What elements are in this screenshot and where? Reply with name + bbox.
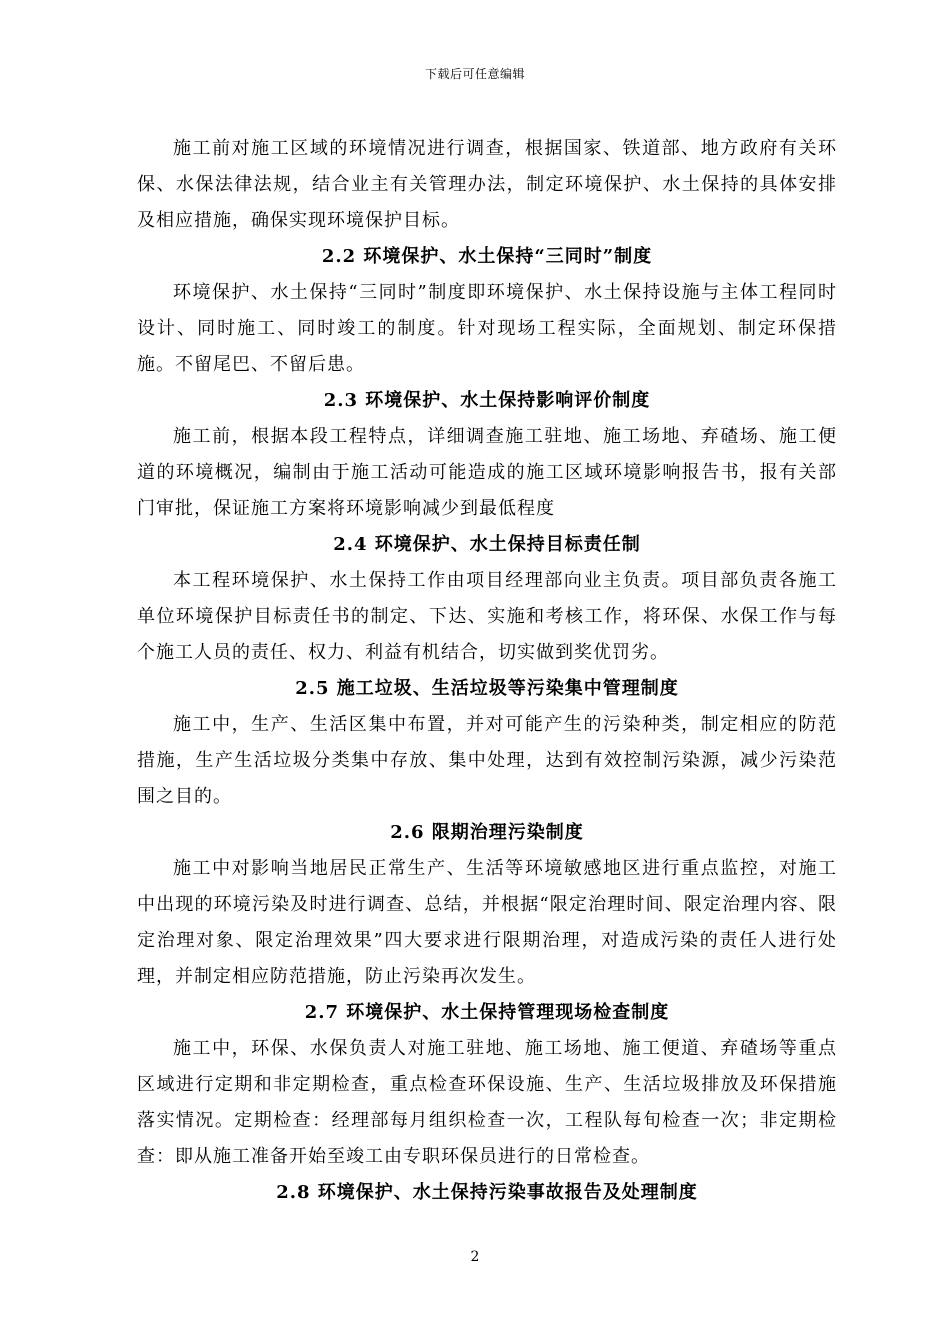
header-note: 下载后可任意编辑: [424, 67, 525, 81]
section-heading-2-2: 2.2 环境保护、水土保持“三同时”制度: [321, 246, 653, 267]
section-heading-2-8: 2.8 环境保护、水土保持污染事故报告及处理制度: [276, 1182, 698, 1203]
section-heading-2-4: 2.4 环境保护、水土保持目标责任制: [333, 534, 641, 555]
page-number: 2: [470, 1249, 480, 1265]
section-heading-2-5: 2.5 施工垃圾、生活垃圾等污染集中管理制度: [295, 678, 679, 699]
section-heading-2-6: 2.6 限期治理污染制度: [390, 822, 584, 843]
intro-paragraph: 施工前对施工区域的环境情况进行调查，根据国家、铁道部、地方政府有关环保、水保法律法规，结合业主有关管理办法，制定环境保护、水土保持的具体安排及相应措施，确保实现环境保护目标。: [137, 138, 837, 231]
section-paragraph-2-2: 环境保护、水土保持“三同时”制度即环境保护、水土保持设施与主体工程同时设计、同时施工、同时竣工的制度。针对现场工程实际，全面规划、制定环保措施。不留尾巴、不留后患。: [137, 282, 837, 375]
section-paragraph-2-4: 本工程环境保护、水土保持工作由项目经理部向业主负责。项目部负责各施工单位环境保护目标责任书的制定、下达、实施和考核工作，将环保、水保工作与每个施工人员的责任、权力、利益有机结合，切实做到奖优罚劣。: [137, 570, 837, 663]
section-paragraph-2-6: 施工中对影响当地居民正常生产、生活等环境敏感地区进行重点监控，对施工中出现的环境污染及时进行调查、总结，并根据“限定治理时间、限定治理内容、限定治理对象、限定治理效果”四大要求进行限期治理，对造成污染的责任人进行处理，并制定相应防范措施，防止污染再次发生。: [137, 858, 837, 987]
section-heading-2-3: 2.3 环境保护、水土保持影响评价制度: [323, 390, 651, 411]
section-paragraph-2-3: 施工前，根据本段工程特点，详细调查施工驻地、施工场地、弃碴场、施工便道的环境概况，编制由于施工活动可能造成的施工区域环境影响报告书，报有关部门审批，保证施工方案将环境影响减少到最低程度: [137, 426, 837, 519]
document-body: [137, 131, 837, 1211]
section-paragraph-2-7: 施工中，环保、水保负责人对施工驻地、施工场地、施工便道、弃碴场等重点区域进行定期和非定期检查，重点检查环保设施、生产、生活垃圾排放及环保措施落实情况。定期检查：经理部每月组织检查一次，工程队每旬检查一次；非定期检查：即从施工准备开始至竣工由专职环保员进行的日常检查。: [137, 1038, 837, 1167]
section-heading-2-7: 2.7 环境保护、水土保持管理现场检查制度: [304, 1002, 670, 1023]
section-paragraph-2-5: 施工中，生产、生活区集中布置，并对可能产生的污染种类，制定相应的防范措施，生产生活垃圾分类集中存放、集中处理，达到有效控制污染源，减少污染范围之目的。: [137, 714, 837, 807]
